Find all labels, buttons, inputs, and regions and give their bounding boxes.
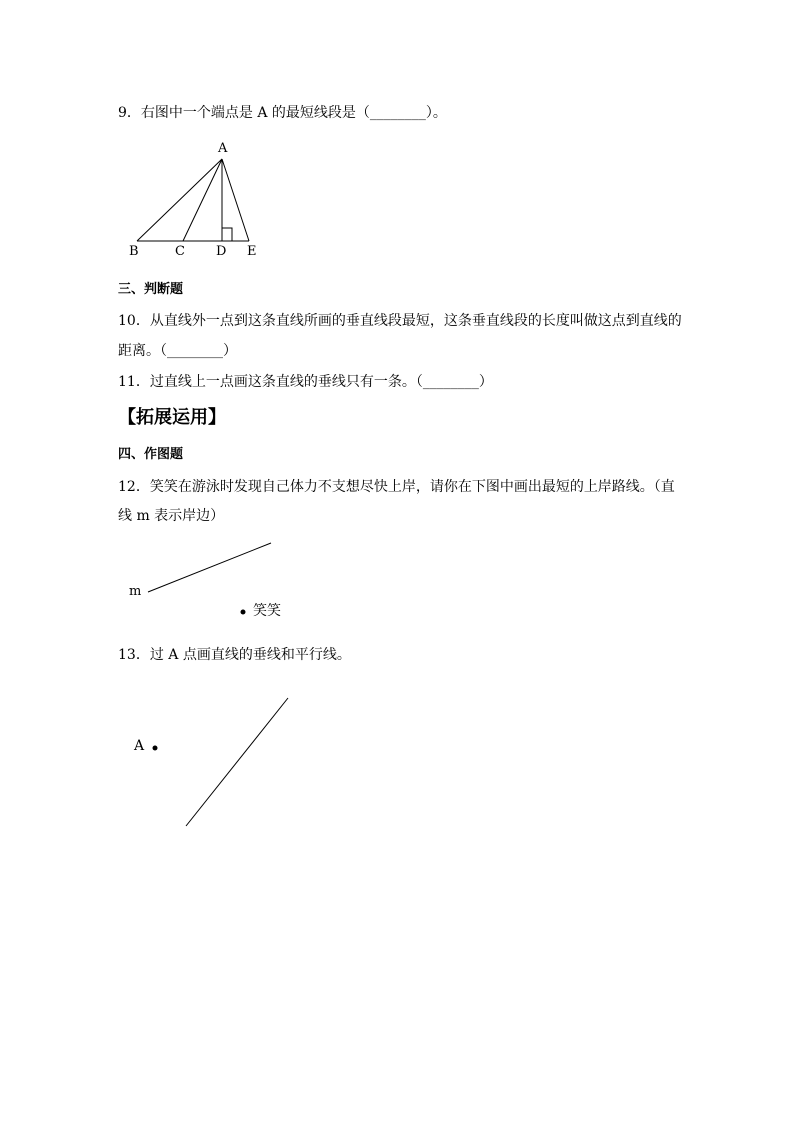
section-title-drawing: 四、作图题 bbox=[118, 447, 184, 462]
point-a bbox=[153, 746, 158, 751]
question-10-line-1: 10．从直线外一点到这条直线所画的垂直线段最短，这条垂直线段的长度叫做这点到直线的 bbox=[118, 313, 682, 329]
vertex-label-d: D bbox=[216, 244, 227, 259]
question-11: 11．过直线上一点画这条直线的垂线只有一条。（________） bbox=[118, 374, 493, 390]
question-12-line-1: 12．笑笑在游泳时发现自己体力不支想尽快上岸，请你在下图中画出最短的上岸路线。（直 bbox=[118, 479, 675, 495]
point-label-a: A bbox=[134, 738, 145, 754]
vertex-label-c: C bbox=[175, 244, 185, 259]
question-9: 9．右图中一个端点是 A 的最短线段是（________）。 bbox=[118, 105, 447, 121]
vertex-label-b: B bbox=[129, 244, 139, 259]
vertex-label-a: A bbox=[218, 141, 228, 156]
person-label: 笑笑 bbox=[253, 603, 281, 619]
extension-heading: 【拓展运用】 bbox=[118, 407, 226, 428]
given-line bbox=[186, 698, 288, 826]
question-10-line-2: 距离。（________） bbox=[118, 343, 237, 359]
vertex-label-e: E bbox=[247, 244, 257, 259]
section-title-judgment: 三、判断题 bbox=[118, 282, 184, 297]
line-label-m: m bbox=[129, 584, 142, 599]
question-12-line-2: 线 m 表示岸边） bbox=[118, 508, 225, 524]
question-13: 13．过 A 点画直线的垂线和平行线。 bbox=[118, 647, 351, 663]
